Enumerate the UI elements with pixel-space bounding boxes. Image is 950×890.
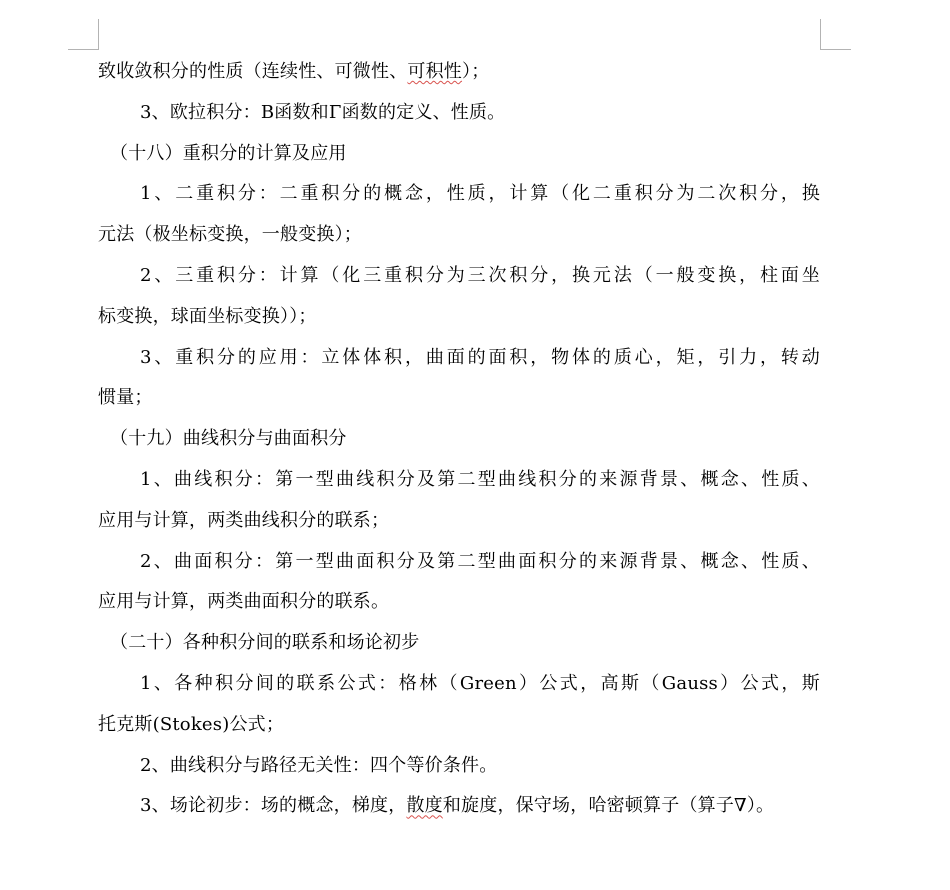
list-item: 1、各种积分间的联系公式：格林（Green）公式，高斯（Gauss）公式，斯 [140, 672, 820, 694]
crop-mark-top-left [68, 19, 99, 50]
list-item: 3、欧拉积分：Β函数和Γ函数的定义、性质。 [140, 101, 506, 123]
text-line: 惯量； [98, 387, 153, 409]
text-run: 3、场论初步：场的概念，梯度， [140, 795, 407, 817]
text-line: 应用与计算，两类曲面积分的联系。 [98, 591, 390, 613]
spellcheck-underlined-word: 散度 [406, 795, 443, 817]
list-item: 3、重积分的应用：立体体积，曲面的面积，物体的质心，矩，引力，转动 [140, 346, 820, 368]
text-line: 元法（极坐标变换，一般变换）； [98, 224, 362, 246]
section-heading: （十八）重积分的计算及应用 [110, 142, 347, 164]
text-line: 托克斯(Stokes)公式； [98, 713, 285, 735]
text-run: 和旋度，保守场，哈密顿算子（算子∇）。 [442, 795, 775, 817]
text-line [98, 52, 820, 93]
list-item [98, 786, 820, 827]
crop-mark-top-right [820, 19, 851, 50]
list-item: 1、曲线积分：第一型曲线积分及第二型曲线积分的来源背景、概念、性质、 [140, 468, 820, 490]
text-run: 致收敛积分的性质（连续性、可微性、 [98, 61, 408, 82]
section-heading: （二十）各种积分间的联系和场论初步 [110, 632, 420, 654]
list-item: 2、曲面积分：第一型曲面积分及第二型曲面积分的来源背景、概念、性质、 [140, 550, 820, 572]
list-item: 2、曲线积分与路径无关性：四个等价条件。 [140, 754, 498, 776]
list-item: 2、三重积分：计算（化三重积分为三次积分，换元法（一般变换，柱面坐 [140, 264, 820, 286]
document-body [98, 52, 820, 827]
text-line: 标变换，球面坐标变换））； [98, 305, 317, 327]
text-run: ）； [462, 61, 490, 82]
text-line: 应用与计算，两类曲线积分的联系； [98, 509, 390, 531]
section-heading: （十九）曲线积分与曲面积分 [110, 428, 347, 450]
spellcheck-underlined-word: 可积性 [407, 61, 463, 82]
list-item: 1、二重积分：二重积分的概念，性质，计算（化二重积分为二次积分，换 [140, 183, 820, 205]
